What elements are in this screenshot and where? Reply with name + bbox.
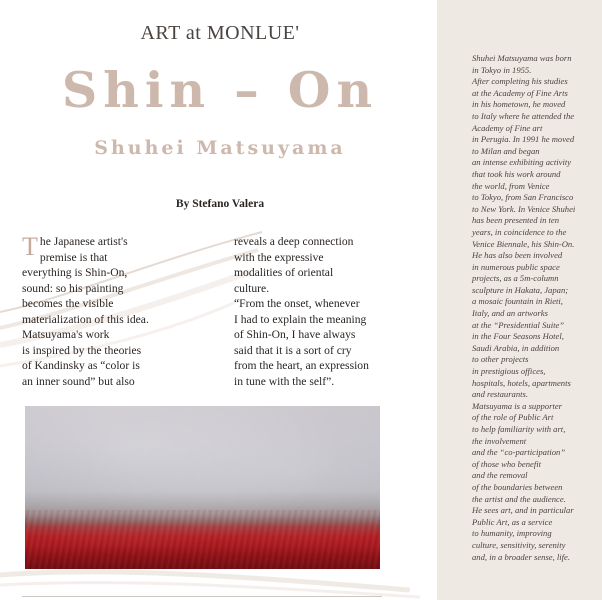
drop-cap: T bbox=[22, 232, 38, 261]
painting-texture bbox=[25, 510, 380, 569]
article-title: Shin – On bbox=[61, 61, 379, 119]
artist-name-subtitle: Shuhei Matsuyama bbox=[94, 137, 346, 159]
section-kicker: ART at MONLUE' bbox=[140, 22, 300, 44]
article-column-left bbox=[22, 234, 182, 389]
painting-image bbox=[25, 406, 380, 569]
byline: By Stefano Valera bbox=[175, 198, 265, 210]
bottom-divider bbox=[22, 596, 382, 597]
article-text-left: he Japanese artist's premise is that everything is Shin-On, sound: so his painting becomes the visible materialization of this idea. Matsuyama's work is inspired by the theories of Kandinsky as “color is an inner sound” but also bbox=[22, 235, 149, 388]
artist-bio-sidebar bbox=[437, 0, 602, 600]
article-column-right bbox=[234, 234, 374, 389]
article-text-right: reveals a deep connection with the expressive modalities of oriental culture. “From the onset, whenever I had to explain the meaning of Shin-On, I have always said that it is a sort of cry from the heart, an expression in tune with the self”. bbox=[234, 235, 369, 388]
artist-bio-text: Shuhei Matsuyama was born in Tokyo in 1955. After completing his studies at the Academy of Fine Arts in his hometown, he moved to Italy where he attended the Academy of Fine art in Perugia. In 1991 he moved to Milan and began an intense exhibiting activity that took his work around the world, from Venice to Tokyo, from San Francisco to New York. In Venice Shuhei has been presented in ten years, in coincidence to the Venice Biennale, his Shin-On. He has also been involved in numerous public space projects, as a 5m-column sculpture in Hakata, Japan; a mosaic fountain in Rieti, Italy, and an artworks at the “Presidential Suite” in the Four Seasons Hotel, Saudi Arabia, in addition to other projects in prestigious offices, hospitals, hotels, apartments and restaurants. Matsuyama is a supporter of the role of Public Art to help familiarity with art, the involvement and the “co-participation” of those who benefit and the removal of the boundaries between the artist and the audience. He sees art, and in particular Public Art, as a service to humanity, improving culture, sensitivity, serenity and, in a broader sense, life. bbox=[472, 53, 576, 562]
